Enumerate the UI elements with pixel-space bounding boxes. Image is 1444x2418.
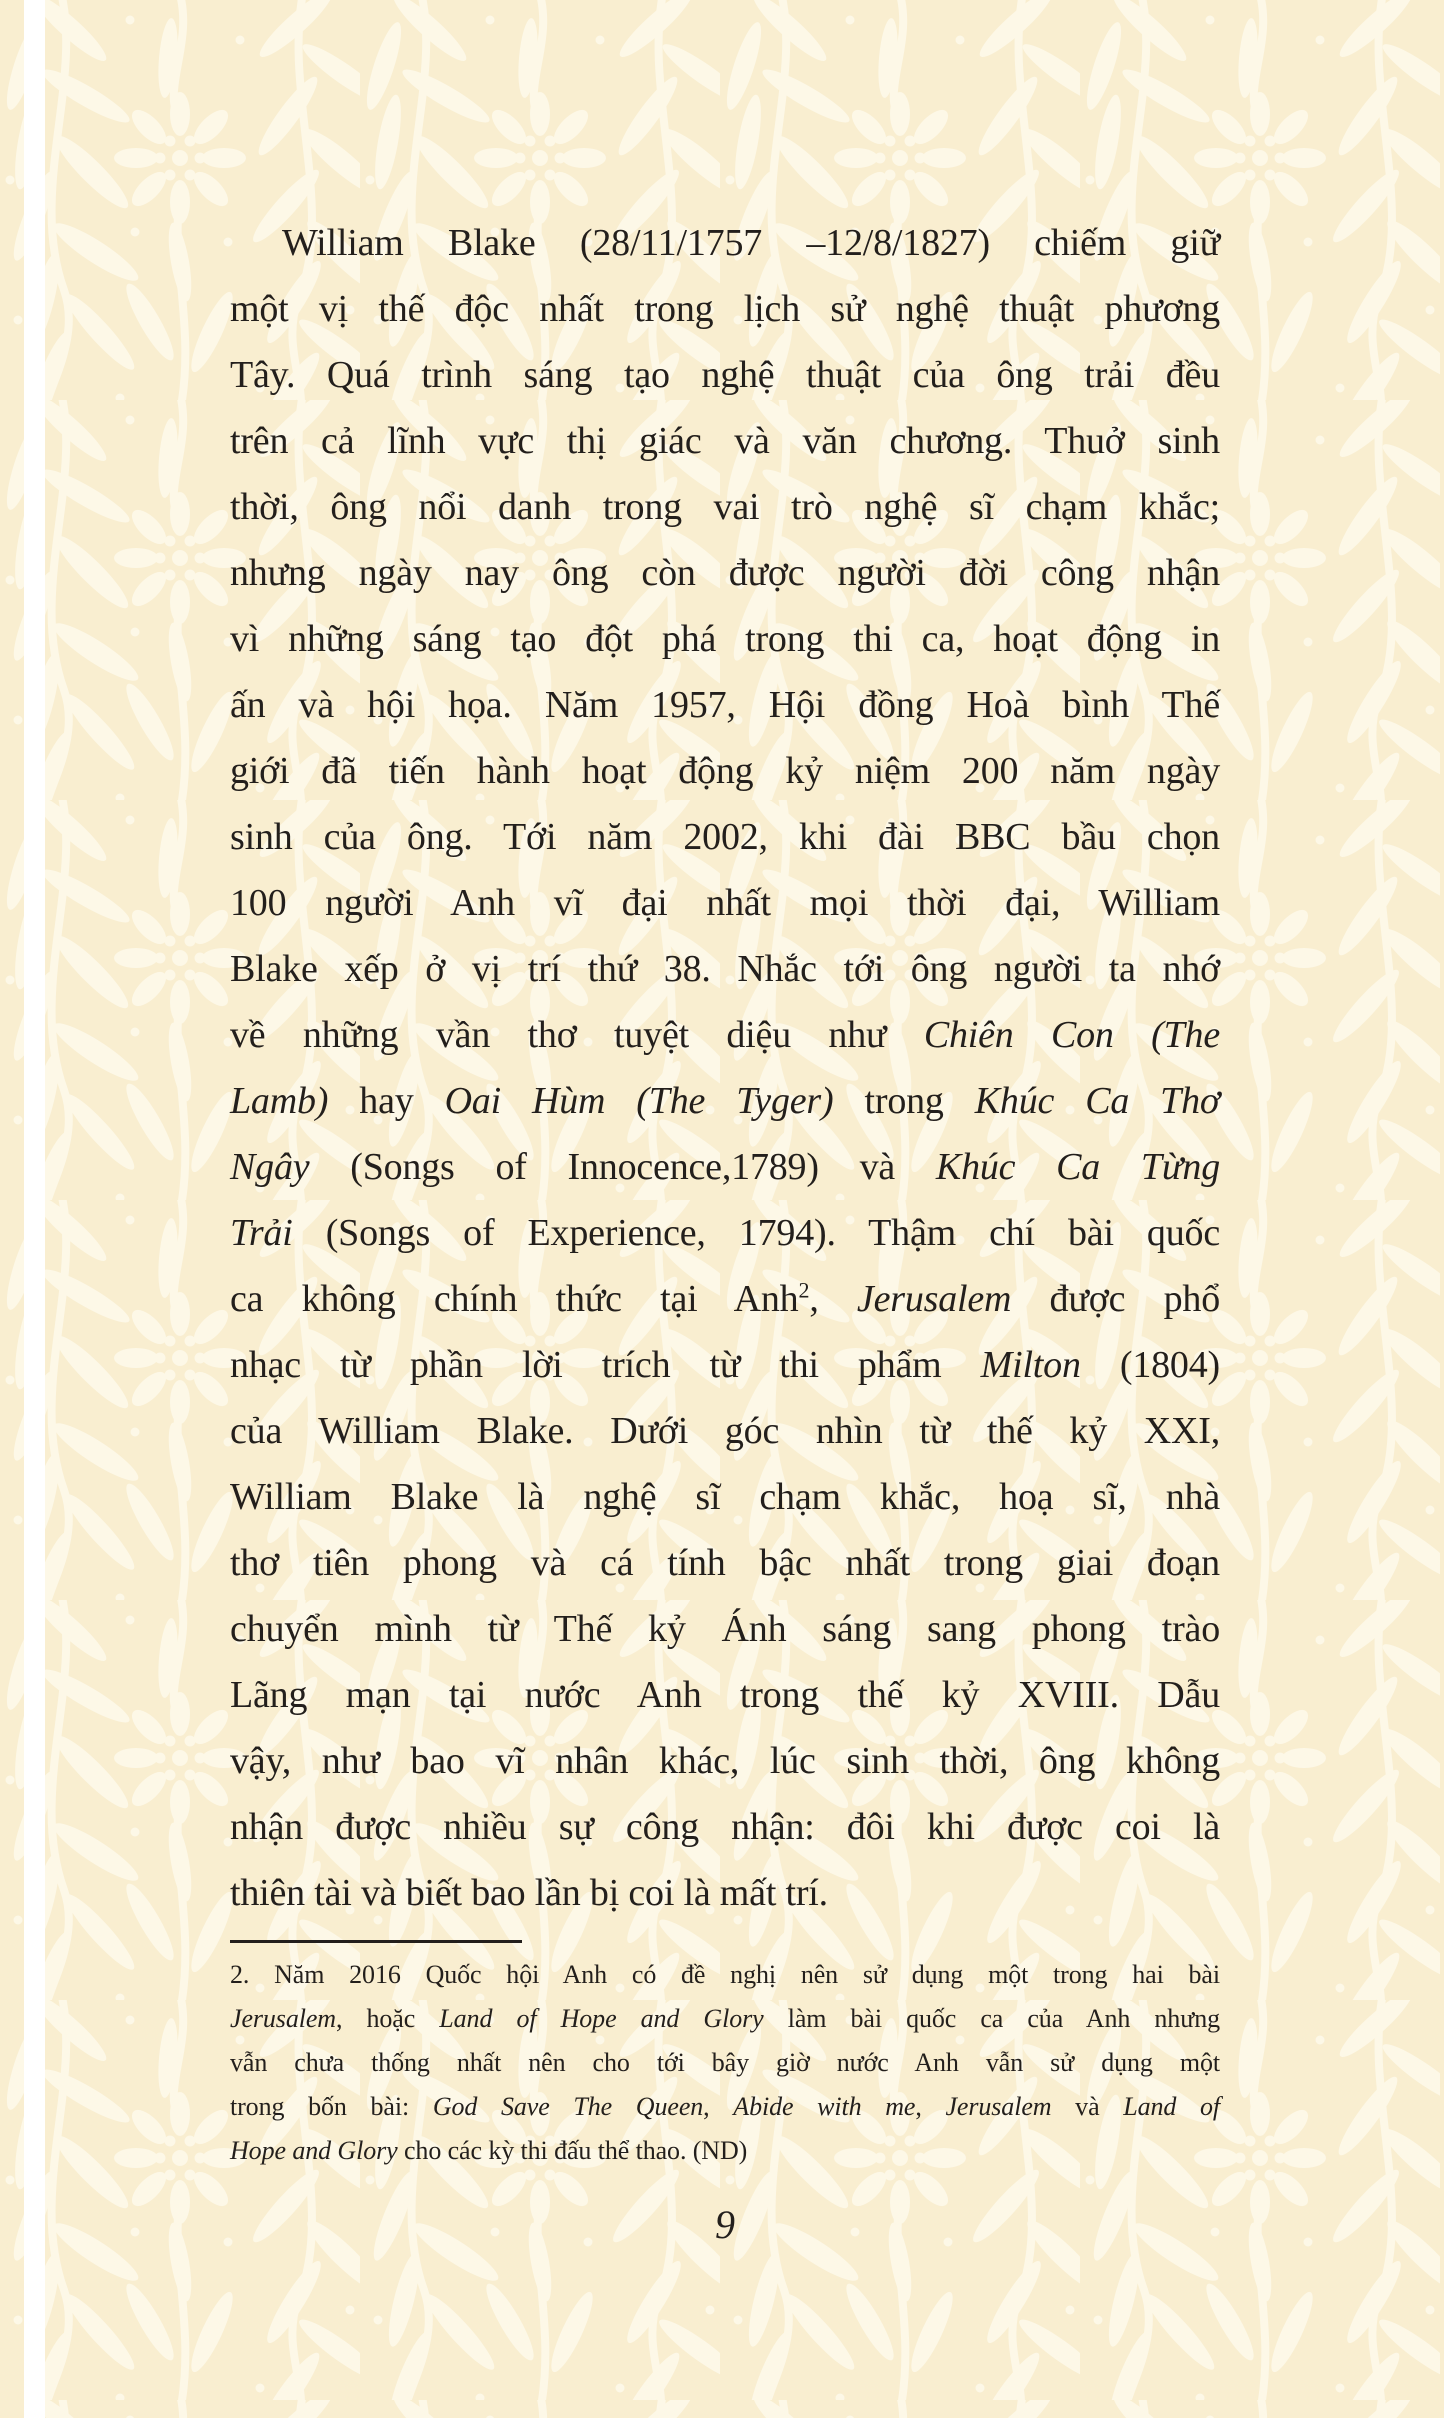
text-segment: Blake xếp ở vị trí thứ 38. Nhắc tới ông người ta nhớ bbox=[230, 948, 1220, 990]
text-segment: Jerusalem bbox=[856, 1278, 1012, 1320]
body-line bbox=[230, 1332, 1220, 1398]
text-segment: trong bốn bài: bbox=[230, 2092, 433, 2121]
text-segment: và bbox=[1051, 2092, 1124, 2121]
text-segment: (1804) bbox=[1080, 1344, 1220, 1386]
body-line bbox=[230, 474, 1220, 540]
body-line bbox=[230, 408, 1220, 474]
text-segment: thơ tiên phong và cá tính bậc nhất trong giai đoạn bbox=[230, 1542, 1220, 1584]
body-line bbox=[230, 276, 1220, 342]
text-segment: , bbox=[703, 2092, 734, 2121]
text-segment: nhận được nhiều sự công nhận: đôi khi được coi là bbox=[230, 1806, 1220, 1848]
text-segment: , hoặc bbox=[335, 2004, 440, 2033]
text-segment: God Save The Queen bbox=[432, 2092, 704, 2121]
text-segment: vì những sáng tạo đột phá trong thi ca, hoạt động in bbox=[230, 618, 1220, 660]
text-segment: làm bài quốc ca của Anh nhưng bbox=[763, 2004, 1220, 2033]
body-line bbox=[230, 606, 1220, 672]
body-line bbox=[230, 1200, 1220, 1266]
text-segment: vậy, như bao vĩ nhân khác, lúc sinh thời, ông không bbox=[230, 1740, 1220, 1782]
text-segment: vẫn chưa thống nhất nên cho tới bây giờ nước Anh vẫn sử dụng một bbox=[230, 2048, 1220, 2077]
footnote-separator bbox=[230, 1940, 522, 1943]
text-segment: thiên tài và biết bao lần bị coi là mất trí. bbox=[230, 1872, 828, 1914]
text-segment: chuyển mình từ Thế kỷ Ánh sáng sang phong trào bbox=[230, 1608, 1220, 1650]
body-line bbox=[230, 1068, 1220, 1134]
footnote bbox=[230, 1953, 1220, 2173]
page-content bbox=[230, 0, 1220, 2248]
body-line bbox=[230, 1134, 1220, 1200]
text-segment: Oai Hùm (The Tyger) bbox=[444, 1080, 834, 1122]
body-line bbox=[230, 342, 1220, 408]
text-segment: Land of Hope and Glory bbox=[439, 2004, 764, 2033]
text-segment: (Songs of Innocence,1789) và bbox=[309, 1146, 936, 1188]
text-segment: Lamb) bbox=[230, 1080, 329, 1122]
body-line bbox=[230, 672, 1220, 738]
text-segment: trong bbox=[833, 1080, 975, 1122]
text-segment: nhưng ngày nay ông còn được người đời công nhận bbox=[230, 552, 1220, 594]
text-segment: một vị thế độc nhất trong lịch sử nghệ thuật phương bbox=[230, 288, 1220, 330]
text-segment: được phổ bbox=[1011, 1278, 1220, 1320]
body-line bbox=[230, 1398, 1220, 1464]
text-segment: Abide with me bbox=[733, 2092, 916, 2121]
text-segment: Ngây bbox=[230, 1146, 310, 1188]
text-segment: William Blake (28/11/1757 –12/8/1827) chiếm giữ bbox=[282, 222, 1220, 264]
text-segment: Milton bbox=[980, 1344, 1081, 1386]
body-line bbox=[230, 1464, 1220, 1530]
body-paragraph bbox=[230, 210, 1220, 1926]
text-segment: Lãng mạn tại nước Anh trong thế kỷ XVIII. Dẫu bbox=[230, 1674, 1220, 1716]
footnote-line bbox=[230, 1953, 1220, 1997]
text-segment: 100 người Anh vĩ đại nhất mọi thời đại, William bbox=[230, 882, 1220, 924]
text-segment: Khúc Ca Thơ bbox=[974, 1080, 1220, 1122]
footnote-line bbox=[230, 2041, 1220, 2085]
body-line bbox=[230, 1266, 1220, 1332]
text-segment: 2. Năm 2016 Quốc hội Anh có đề nghị nên sử dụng một trong hai bài bbox=[230, 1960, 1220, 1989]
text-segment: hay bbox=[328, 1080, 445, 1122]
text-segment: 2 bbox=[798, 1277, 810, 1303]
body-line bbox=[230, 1530, 1220, 1596]
body-line bbox=[230, 1860, 1220, 1926]
body-line bbox=[230, 1794, 1220, 1860]
text-segment: về những vần thơ tuyệt diệu như bbox=[230, 1014, 924, 1056]
text-segment: ca không chính thức tại Anh bbox=[230, 1278, 799, 1320]
text-segment: Hope and Glory bbox=[230, 2136, 398, 2165]
text-segment: giới đã tiến hành hoạt động kỷ niệm 200 năm ngày bbox=[230, 750, 1220, 792]
text-segment: William Blake là nghệ sĩ chạm khắc, hoạ sĩ, nhà bbox=[230, 1476, 1220, 1518]
text-segment: (Songs of Experience, 1794). Thậm chí bài quốc bbox=[292, 1212, 1220, 1254]
body-line bbox=[230, 738, 1220, 804]
text-segment: cho các kỳ thi đấu thể thao. (ND) bbox=[397, 2136, 748, 2165]
text-segment: ấn và hội họa. Năm 1957, Hội đồng Hoà bình Thế bbox=[230, 684, 1220, 726]
footnote-line bbox=[230, 2085, 1220, 2129]
body-line bbox=[230, 870, 1220, 936]
body-line bbox=[230, 804, 1220, 870]
body-line bbox=[230, 1002, 1220, 1068]
body-line bbox=[230, 540, 1220, 606]
text-segment: sinh của ông. Tới năm 2002, khi đài BBC bầu chọn bbox=[230, 816, 1220, 858]
text-segment: Jerusalem bbox=[945, 2092, 1052, 2121]
text-segment: trên cả lĩnh vực thị giác và văn chương. Thuở sinh bbox=[230, 420, 1220, 462]
text-segment: Jerusalem bbox=[230, 2004, 336, 2033]
text-segment: , bbox=[915, 2092, 946, 2121]
body-line bbox=[230, 1728, 1220, 1794]
text-segment: của William Blake. Dưới góc nhìn từ thế kỷ XXI, bbox=[230, 1410, 1220, 1452]
body-line bbox=[230, 1596, 1220, 1662]
text-segment: , bbox=[809, 1278, 857, 1320]
text-segment: nhạc từ phần lời trích từ thi phẩm bbox=[230, 1344, 981, 1386]
footnote-line bbox=[230, 1997, 1220, 2041]
text-segment: Tây. Quá trình sáng tạo nghệ thuật của ông trải đều bbox=[230, 354, 1220, 396]
body-line bbox=[230, 936, 1220, 1002]
text-segment: thời, ông nổi danh trong vai trò nghệ sĩ chạm khắc; bbox=[230, 486, 1220, 528]
text-segment: Chiên Con (The bbox=[923, 1014, 1220, 1056]
page-gutter-strip bbox=[24, 0, 45, 2418]
body-line bbox=[230, 210, 1220, 276]
footnote-line bbox=[230, 2129, 1220, 2173]
text-segment: Trải bbox=[230, 1212, 293, 1254]
text-segment: Land of bbox=[1123, 2092, 1221, 2121]
body-line bbox=[230, 1662, 1220, 1728]
page-number: 9 bbox=[715, 2202, 735, 2247]
text-segment: Khúc Ca Từng bbox=[935, 1146, 1220, 1188]
